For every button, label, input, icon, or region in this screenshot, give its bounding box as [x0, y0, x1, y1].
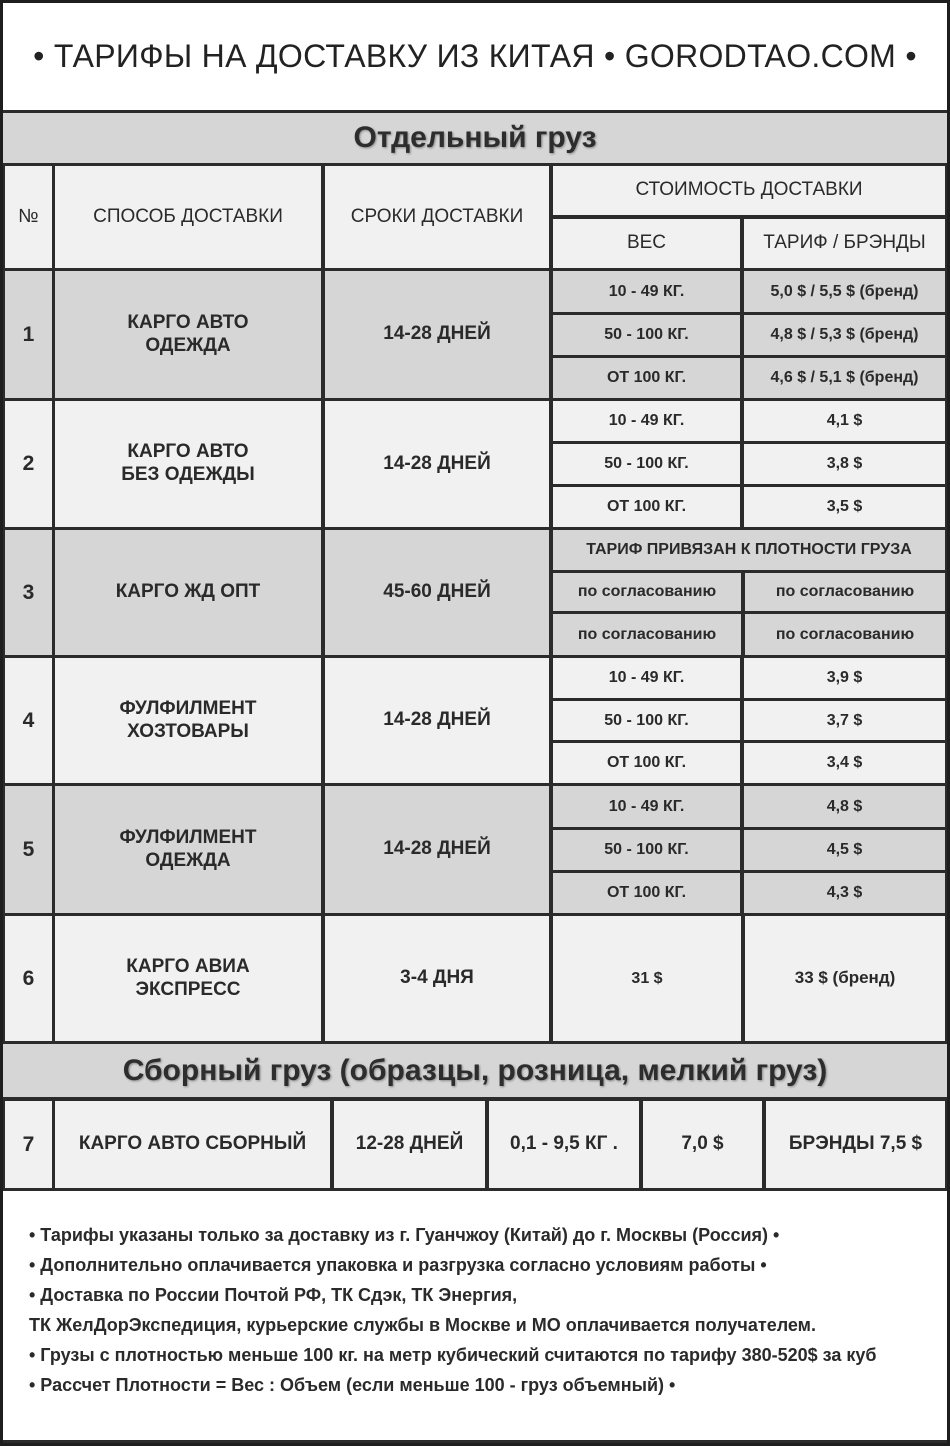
row-3-tariff-1: по согласованию	[745, 573, 945, 611]
row-3-density-note: ТАРИФ ПРИВЯЗАН К ПЛОТНОСТИ ГРУЗА	[553, 530, 945, 570]
row-7-method: КАРГО АВТО СБОРНЫЙ	[55, 1101, 330, 1188]
row-1-tariff-3: 4,6 $ / 5,1 $ (бренд)	[744, 358, 945, 398]
header-num: №	[5, 166, 52, 268]
row-7-num: 7	[5, 1101, 52, 1188]
row-1-tariff-2: 4,8 $ / 5,3 $ (бренд)	[744, 315, 945, 355]
row-4-tariff-3: 3,4 $	[744, 743, 945, 783]
row-1-method-line1: КАРГО АВТО	[127, 311, 249, 333]
row-1-term: 14-28 ДНЕЙ	[325, 271, 549, 398]
row-6-method	[55, 916, 321, 1041]
row-5-term: 14-28 ДНЕЙ	[325, 786, 549, 913]
row-3-term: 45-60 ДНЕЙ	[325, 530, 549, 655]
row-6-price: 31 $	[553, 916, 741, 1041]
row-2-term: 14-28 ДНЕЙ	[325, 401, 549, 527]
row-7-brand-price: БРЭНДЫ 7,5 $	[766, 1101, 945, 1188]
row-5-tariff-1: 4,8 $	[744, 786, 945, 827]
row-2-weight-2: 50 - 100 КГ.	[553, 444, 740, 484]
row-6-brand-price: 33 $ (бренд)	[745, 916, 945, 1041]
row-5-weight-2: 50 - 100 КГ.	[553, 830, 740, 870]
row-5-num: 5	[5, 786, 52, 913]
row-1-num: 1	[5, 271, 52, 398]
note-5: • Грузы с плотностью меньше 100 кг. на метр кубический считаются по тарифу 380-520$ за куб	[29, 1345, 877, 1365]
row-3-weight-2: по согласованию	[553, 614, 741, 655]
page-title: • ТАРИФЫ НА ДОСТАВКУ ИЗ КИТАЯ • GORODTAO.COM •	[3, 3, 947, 110]
row-7-price: 7,0 $	[643, 1101, 762, 1188]
row-4-method-line1: ФУЛФИЛМЕНТ	[119, 697, 257, 719]
row-3-method: КАРГО ЖД ОПТ	[55, 530, 321, 655]
row-5-method-line1: ФУЛФИЛМЕНТ	[119, 826, 257, 848]
row-4-tariff-1: 3,9 $	[744, 658, 945, 698]
row-2-num: 2	[5, 401, 52, 527]
row-5-method	[55, 786, 321, 913]
row-4-weight-2: 50 - 100 КГ.	[553, 701, 740, 740]
row-3-tariff-2: по согласованию	[745, 614, 945, 655]
section-title-individual: Отдельный груз	[3, 113, 947, 163]
row-1-weight-1: 10 - 49 КГ.	[553, 271, 740, 312]
row-2-tariff-1: 4,1 $	[744, 401, 945, 441]
row-2-weight-3: ОТ 100 КГ.	[553, 487, 740, 527]
row-5-weight-1: 10 - 49 КГ.	[553, 786, 740, 827]
note-4: ТК ЖелДорЭкспедиция, курьерские службы в Москве и МО оплачивается получателем.	[29, 1315, 816, 1335]
row-5-weight-3: ОТ 100 КГ.	[553, 873, 740, 913]
row-4-tariff-2: 3,7 $	[744, 701, 945, 740]
row-5-tariff-2: 4,5 $	[744, 830, 945, 870]
row-6-num: 6	[5, 916, 52, 1041]
notes-panel	[3, 1191, 947, 1440]
row-2-method-line1: КАРГО АВТО	[127, 441, 249, 463]
section-title-combined: Сборный груз (образцы, розница, мелкий груз)	[3, 1044, 947, 1097]
header-weight: ВЕС	[553, 219, 740, 268]
row-6-method-line2: ЭКСПРЕСС	[135, 978, 241, 1000]
row-4-weight-3: ОТ 100 КГ.	[553, 743, 740, 783]
row-6-method-line1: КАРГО АВИА	[126, 955, 250, 977]
row-4-method-line2: ХОЗТОВАРЫ	[127, 720, 249, 742]
note-1: • Тарифы указаны только за доставку из г. Гуанчжоу (Китай) до г. Москвы (Россия) •	[29, 1225, 780, 1245]
row-7-term: 12-28 ДНЕЙ	[334, 1101, 485, 1188]
row-1-method-line2: ОДЕЖДА	[145, 334, 231, 356]
row-1-tariff-1: 5,0 $ / 5,5 $ (бренд)	[744, 271, 945, 312]
header-term: СРОКИ ДОСТАВКИ	[325, 166, 549, 268]
row-7-weight: 0,1 - 9,5 КГ .	[489, 1101, 639, 1188]
row-3-num: 3	[5, 530, 52, 655]
row-4-num: 4	[5, 658, 52, 783]
row-2-method-line2: БЕЗ ОДЕЖДЫ	[121, 464, 255, 485]
note-6: • Рассчет Плотности = Вес : Объем (если меньше 100 - груз объемный) •	[29, 1375, 676, 1395]
row-1-weight-3: ОТ 100 КГ.	[553, 358, 740, 398]
header-cost: СТОИМОСТЬ ДОСТАВКИ	[553, 166, 945, 215]
row-2-tariff-2: 3,8 $	[744, 444, 945, 484]
row-4-weight-1: 10 - 49 КГ.	[553, 658, 740, 698]
row-3-weight-1: по согласованию	[553, 573, 741, 611]
row-5-tariff-3: 4,3 $	[744, 873, 945, 913]
note-3: • Доставка по России Почтой РФ, ТК Сдэк, ТК Энергия,	[29, 1285, 518, 1305]
row-1-weight-2: 50 - 100 КГ.	[553, 315, 740, 355]
header-tariff: ТАРИФ / БРЭНДЫ	[744, 219, 945, 268]
row-6-term: 3-4 ДНЯ	[325, 916, 549, 1041]
row-5-method-line2: ОДЕЖДА	[145, 849, 231, 871]
row-2-method	[55, 401, 321, 527]
note-2: • Дополнительно оплачивается упаковка и разгрузка согласно условиям работы •	[29, 1255, 767, 1275]
row-1-method	[55, 271, 321, 398]
row-4-term: 14-28 ДНЕЙ	[325, 658, 549, 783]
header-method: СПОСОБ ДОСТАВКИ	[55, 166, 321, 268]
row-2-weight-1: 10 - 49 КГ.	[553, 401, 740, 441]
row-4-method	[55, 658, 321, 783]
row-2-tariff-3: 3,5 $	[744, 487, 945, 527]
